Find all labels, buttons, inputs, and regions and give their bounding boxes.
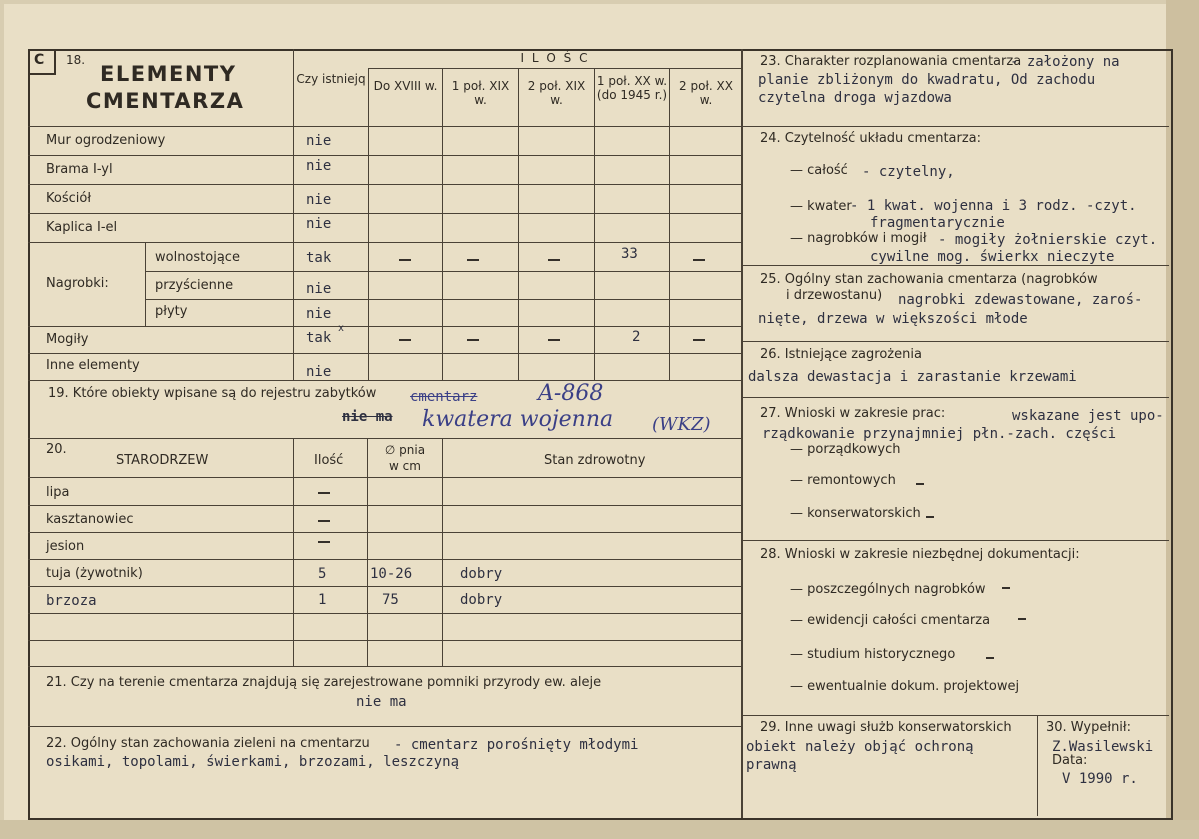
- grid: [28, 353, 742, 354]
- dash-mark: [1018, 618, 1026, 620]
- dash-mark: [318, 541, 330, 543]
- answer: nie: [306, 364, 332, 380]
- answer: nie: [306, 133, 332, 149]
- grid: [442, 68, 443, 380]
- grid: [28, 380, 742, 381]
- dash-mark: [399, 339, 411, 341]
- grid: [518, 68, 519, 380]
- s23-question: 23. Charakter rozplanowania cmentarza: [760, 54, 1022, 69]
- col-pien-unit: w cm: [389, 459, 421, 473]
- dash-mark: [467, 339, 479, 341]
- s30-name: Z.Wasilewski: [1052, 739, 1154, 755]
- s30-label: 30. Wypełnił:: [1046, 720, 1131, 735]
- grid: [28, 586, 742, 587]
- s28-question: 28. Wnioski w zakresie niezbędnej dokumentacji:: [760, 547, 1080, 562]
- quantity-value: 33: [621, 246, 638, 262]
- s29-answer: obiekt należy objąć ochroną: [746, 739, 974, 755]
- grid: [594, 68, 595, 380]
- s19-struck-text: cmentarz: [410, 389, 478, 405]
- col-stan: Stan zdrowotny: [544, 453, 646, 468]
- s27-answer: wskazane jest upo-: [1012, 408, 1164, 424]
- col-period-5: 2 poł. XX w.: [679, 79, 733, 107]
- s27-item: — konserwatorskich: [790, 506, 921, 521]
- s24-question: 24. Czytelność układu cmentarza:: [760, 131, 982, 146]
- s29-question: 29. Inne uwagi służb konserwatorskich: [760, 720, 1012, 735]
- s24-answer: cywilne mog. świerkx nieczyte: [870, 249, 1115, 265]
- tree-name: tuja (żywotnik): [46, 566, 143, 581]
- dash-mark: [548, 339, 560, 341]
- grid: [1037, 715, 1038, 816]
- quantity-value: 2: [632, 329, 641, 345]
- s24-answer: - 1 kwat. wojenna i 3 rodz. -czyt.: [850, 198, 1137, 214]
- grid: [145, 271, 742, 272]
- col-period-3: 2 poł. XIX w.: [527, 79, 586, 107]
- tree-diameter: 75: [382, 592, 399, 608]
- tree-name: kasztanowiec: [46, 512, 134, 527]
- grid: [28, 666, 742, 667]
- grid: [28, 726, 742, 727]
- s26-question: 26. Istniejące zagrożenia: [760, 347, 922, 362]
- row-sublabel: płyty: [155, 304, 188, 319]
- s24-item: — kwater: [790, 199, 852, 214]
- s19-handwritten-note: kwatera wojenna: [422, 407, 614, 432]
- grid: [742, 715, 1169, 716]
- grid: [28, 532, 742, 533]
- dash-mark: [318, 520, 330, 522]
- answer: nie: [306, 192, 332, 208]
- s22-answer: osikami, topolami, świerkami, brzozami, leszczyną: [46, 754, 460, 770]
- s26-answer: dalsza dewastacja i zarastanie krzewami: [748, 369, 1077, 385]
- row-label: Brama I-yl: [46, 162, 113, 177]
- dash-mark: [548, 259, 560, 261]
- s20-title: STARODRZEW: [116, 453, 209, 468]
- s25-question: 25. Ogólny stan zachowania cmentarza (nagrobków: [760, 272, 1098, 287]
- grid: [293, 49, 294, 380]
- row-label: Mur ogrodzeniowy: [46, 133, 166, 148]
- s21-question: 21. Czy na terenie cmentarza znajdują się zarejestrowane pomniki przyrody ew. aleje: [46, 675, 602, 690]
- grid: [293, 438, 294, 666]
- answer: nie: [306, 281, 332, 297]
- dash-mark: [467, 259, 479, 261]
- grid: [28, 640, 742, 641]
- col-period-1: Do XVIII w.: [373, 79, 438, 93]
- tree-quantity: 1: [318, 592, 327, 608]
- row-label: Kaplica I-el: [46, 220, 118, 235]
- answer: tak: [306, 330, 332, 346]
- grid: [28, 559, 742, 560]
- tree-health: dobry: [460, 592, 503, 608]
- tree-health: dobry: [460, 566, 503, 582]
- s19-handwritten-note: (WKZ): [652, 414, 711, 435]
- s24-answer: - czytelny,: [862, 164, 955, 180]
- row-sublabel: przyścienne: [155, 278, 234, 293]
- dash-mark: [693, 259, 705, 261]
- dash-mark: [926, 516, 934, 518]
- col-czy-istnieje: Czy istniejq: [296, 72, 366, 86]
- tree-diameter: 10-26: [370, 566, 413, 582]
- grid: [145, 299, 742, 300]
- grid: [669, 68, 670, 380]
- row-label: Nagrobki:: [46, 276, 109, 291]
- grid: [28, 126, 742, 127]
- tree-name: lipa: [46, 485, 70, 500]
- grid: [368, 68, 369, 380]
- s20-number: 20.: [46, 442, 67, 457]
- grid: [442, 438, 443, 666]
- col-period-2: 1 poł. XIX w.: [451, 79, 510, 107]
- grid: [28, 155, 742, 156]
- s27-item: — remontowych: [790, 473, 896, 488]
- row-label: Mogiły: [46, 332, 89, 347]
- dash-mark: [986, 657, 994, 659]
- s27-answer: rządkowanie przynajmniej płn.-zach. części: [762, 426, 1117, 442]
- answer-footnote-mark: x: [338, 323, 345, 334]
- s28-item: — studium historycznego: [790, 647, 956, 662]
- answer: nie: [306, 216, 332, 232]
- s18-title-line1: ELEMENTY: [100, 62, 237, 86]
- col-period-4: 1 poł. XX w. (do 1945 r.): [596, 74, 668, 102]
- grid: [742, 397, 1169, 398]
- section-letter: C: [34, 52, 45, 68]
- grid: [145, 242, 146, 326]
- s23-answer: - założony na: [1010, 54, 1120, 70]
- tree-name: brzoza: [46, 593, 97, 609]
- s24-answer: - mogiły żołnierskie czyt.: [938, 232, 1158, 248]
- s23-answer: czytelna droga wjazdowa: [758, 90, 952, 106]
- grid: [28, 505, 742, 506]
- s27-question: 27. Wnioski w zakresie prac:: [760, 406, 946, 421]
- answer: nie: [306, 158, 332, 174]
- row-label: Kościół: [46, 191, 92, 206]
- s24-answer: fragmentarycznie: [870, 215, 1005, 231]
- column-divider: [741, 49, 743, 818]
- s28-item: — ewidencji całości cmentarza: [790, 613, 991, 628]
- tree-quantity: 5: [318, 566, 327, 582]
- grid: [28, 184, 742, 185]
- grid: [28, 326, 742, 327]
- dash-mark: [693, 339, 705, 341]
- grid: [28, 438, 742, 439]
- grid: [742, 540, 1169, 541]
- grid: [28, 613, 742, 614]
- grid: [28, 213, 742, 214]
- s30-date-label: Data:: [1052, 753, 1088, 768]
- answer: nie: [306, 306, 332, 322]
- col-ilosc: Ilość: [314, 453, 344, 468]
- row-label: Inne elementy: [46, 358, 140, 373]
- s25-question: i drzewostanu): [786, 288, 883, 303]
- s18-number: 18.: [66, 53, 86, 67]
- dash-mark: [916, 483, 924, 485]
- grid: [742, 341, 1169, 342]
- row-sublabel: wolnostojące: [155, 250, 240, 265]
- s22-question: 22. Ogólny stan zachowania zieleni na cmentarzu: [46, 736, 370, 751]
- dash-mark: [318, 492, 330, 494]
- s25-answer: nięte, drzewa w większości młode: [758, 311, 1028, 327]
- s25-answer: nagrobki zdewastowane, zaroś-: [898, 292, 1143, 308]
- grid: [742, 126, 1169, 127]
- s21-answer: nie ma: [356, 694, 407, 710]
- s23-answer: planie zbliżonym do kwadratu, Od zachodu: [758, 72, 1096, 88]
- s22-answer: - cmentarz porośnięty młodymi: [394, 737, 639, 753]
- col-ilosc: I L O Ś C: [520, 51, 590, 65]
- grid: [28, 242, 742, 243]
- dash-mark: [1002, 587, 1010, 589]
- s28-item: — ewentualnie dokum. projektowej: [790, 679, 1020, 694]
- grid: [368, 68, 742, 69]
- s27-item: — porządkowych: [790, 442, 901, 457]
- s29-answer: prawną: [746, 757, 797, 773]
- s19-struck-text: nie ma: [342, 409, 393, 425]
- dash-mark: [399, 259, 411, 261]
- grid: [28, 477, 742, 478]
- s30-date: V 1990 r.: [1062, 771, 1138, 787]
- s24-item: — nagrobków i mogił: [790, 231, 927, 246]
- answer: tak: [306, 250, 332, 266]
- s18-title-line2: CMENTARZA: [86, 89, 245, 113]
- s19-question: 19. Które obiekty wpisane są do rejestru zabytków: [48, 386, 377, 401]
- col-pien: ∅ pnia: [384, 443, 426, 457]
- tree-name: jesion: [46, 539, 85, 554]
- grid: [742, 265, 1169, 266]
- s19-handwritten-number: A-868: [538, 381, 604, 406]
- paper-edge-bottom: [0, 820, 1199, 839]
- s28-item: — poszczególnych nagrobków: [790, 582, 986, 597]
- s24-item: — całość: [790, 163, 848, 178]
